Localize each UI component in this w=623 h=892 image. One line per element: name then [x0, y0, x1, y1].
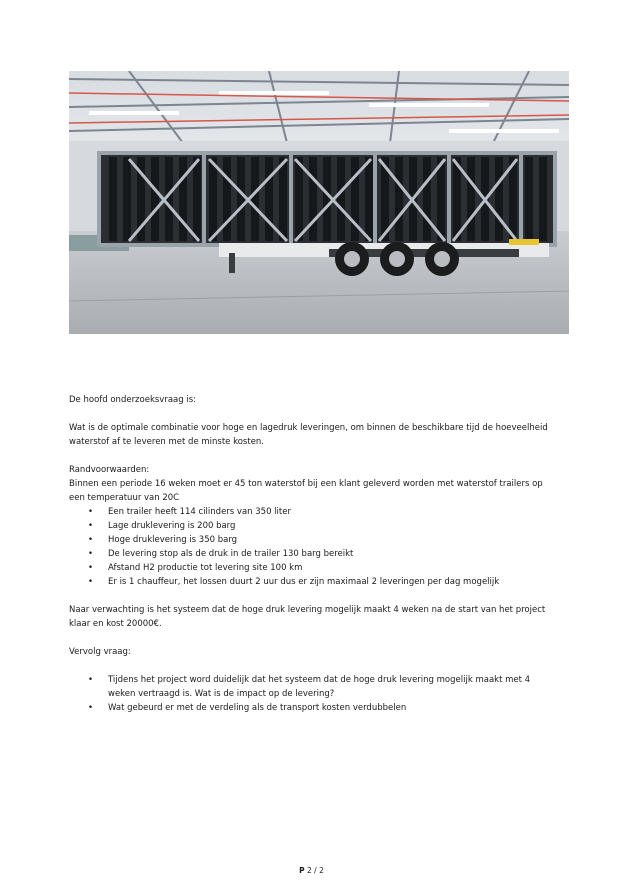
bullet-icon: • — [88, 703, 94, 713]
conditions-heading: Randvoorwaarden: — [69, 465, 150, 475]
followup-list — [69, 673, 559, 715]
list-item: • De levering stop als de druk in de trailer 130 barg bereikt — [88, 549, 354, 559]
list-item: • Er is 1 chauffeur, het lossen duurt 2 uur dus er zijn maximaal 2 leveringen per dag mogelijk — [88, 577, 500, 587]
bullet-icon: • — [88, 535, 94, 545]
hydrogen-trailer-image — [69, 71, 569, 334]
document-body — [69, 393, 559, 715]
page-number: 2 / 2 — [307, 866, 324, 875]
bullet-icon: • — [88, 521, 94, 531]
bullet-icon: • — [88, 675, 94, 685]
list-item: • Wat gebeurd er met de verdeling als de transport kosten verdubbelen — [88, 703, 407, 713]
bullet-icon: • — [88, 563, 94, 573]
research-intro: De hoofd onderzoeksvraag is: — [69, 395, 196, 405]
bullet-icon: • — [88, 549, 94, 559]
list-item: • Hoge druklevering is 350 barg — [88, 535, 238, 545]
followup-heading: Vervolg vraag: — [69, 647, 131, 657]
expectation-paragraph: Naar verwachting is het systeem dat de hoge druk levering mogelijk maakt 4 weken na de start van het project klaar en kost 20000€. — [69, 605, 546, 629]
conditions-intro: Binnen een periode 16 weken moet er 45 ton waterstof bij een klant geleverd worden met waterstof trailers op een temperatuur van 20C — [69, 479, 543, 503]
footer-p-letter: P — [299, 866, 305, 875]
trailer-photo — [69, 71, 569, 334]
conditions-list — [69, 505, 559, 589]
list-item: • Tijdens het project word duidelijk dat het systeem dat de hoge druk levering mogelijk maakt met 4 weken vertraagd is. Wat is de impact op de levering? — [88, 675, 531, 699]
list-item: • Lage druklevering is 200 barg — [88, 521, 236, 531]
bullet-icon: • — [88, 577, 94, 587]
list-item: • Een trailer heeft 114 cilinders van 350 liter — [88, 507, 291, 517]
research-question: Wat is de optimale combinatie voor hoge en lagedruk leveringen, om binnen de beschikbare tijd de hoeveelheid waterstof af te leveren met de minste kosten. — [69, 423, 548, 447]
bullet-icon: • — [88, 507, 94, 517]
list-item: • Afstand H2 productie tot levering site 100 km — [88, 563, 303, 573]
page-footer — [0, 866, 623, 875]
